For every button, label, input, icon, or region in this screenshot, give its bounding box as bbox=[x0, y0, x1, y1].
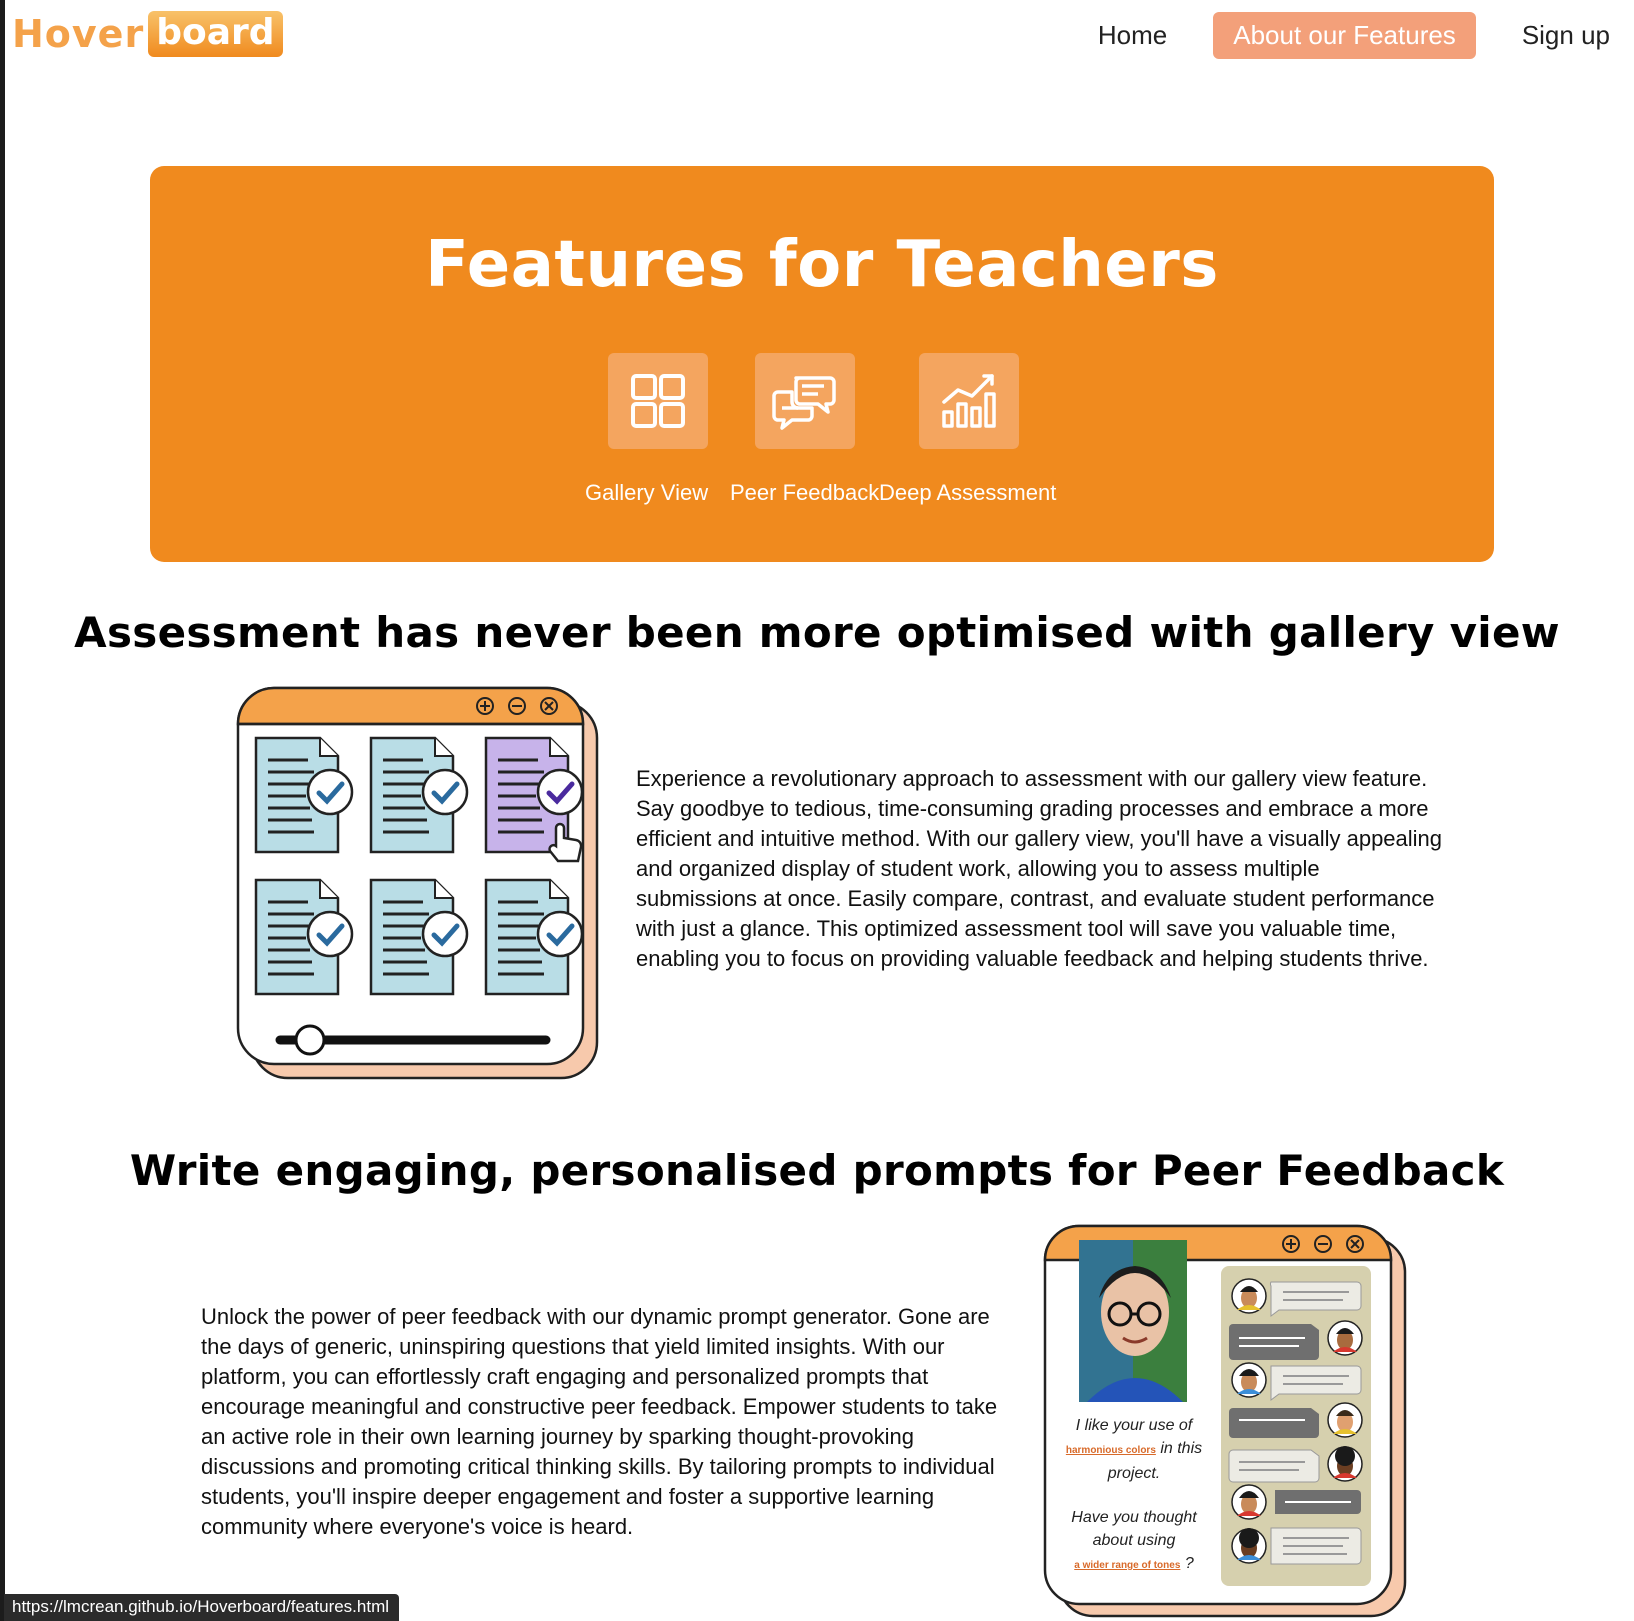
chat-bubbles-icon bbox=[772, 368, 838, 434]
deep-assessment-label[interactable]: Deep Assessment bbox=[879, 480, 1057, 505]
peer-feedback-label[interactable]: Peer Feedback bbox=[730, 480, 880, 505]
feedback-comment-1-post: in this project. bbox=[1107, 1440, 1203, 1482]
window-edge bbox=[0, 0, 5, 1621]
deep-assessment-tile[interactable] bbox=[919, 353, 1019, 449]
gallery-section-body: Experience a revolutionary approach to assessment with our gallery view feature. Say goodbye to tedious, time-consuming grading processes and embrace a more efficient and intuitive method. With our gallery view, you'll have a visually appealing and organized display of student work, allowing you to assess multiple submissions at once. Easily compare, contrast, and evaluate student performance with just a glance. This optimized assessment tool will save you valuable time, enabling you to focus on providing valuable feedback and helping students thrive. bbox=[636, 766, 1443, 971]
gallery-section-heading: Assessment has never been more optimised with gallery view bbox=[74, 608, 1560, 657]
grid-icon bbox=[625, 368, 691, 434]
bar-chart-icon bbox=[936, 368, 1002, 434]
feedback-comment-1 bbox=[1059, 1414, 1209, 1485]
peer-feedback-section-heading: Write engaging, personalised prompts for Peer Feedback bbox=[129, 1146, 1505, 1195]
feedback-comment-2-post: ? bbox=[1184, 1555, 1194, 1572]
feedback-highlight-1: harmonious colors bbox=[1065, 1445, 1156, 1456]
feedback-highlight-2: a wider range of tones bbox=[1074, 1560, 1181, 1571]
hero-banner bbox=[150, 166, 1494, 562]
gallery-view-illustration bbox=[234, 684, 604, 1082]
status-url-bar: https://lmcrean.github.io/Hoverboard/features.html bbox=[4, 1594, 399, 1621]
feedback-comment-1-pre: I like your use of bbox=[1075, 1417, 1193, 1434]
logo-text-board: board bbox=[148, 11, 282, 57]
feedback-comment-2 bbox=[1059, 1506, 1209, 1577]
gallery-view-label[interactable]: Gallery View bbox=[585, 480, 709, 505]
feedback-comment-2-pre: Have you thought about using bbox=[1071, 1509, 1197, 1549]
nav-home-link[interactable]: Home bbox=[1097, 20, 1168, 50]
hero-title: Features for Teachers bbox=[425, 228, 1219, 302]
main-nav bbox=[1098, 12, 1610, 59]
logo-text-hover: Hover bbox=[12, 12, 145, 56]
peer-feedback-section-body: Unlock the power of peer feedback with our dynamic prompt generator. Gone are the days of generic, uninspiring questions that yield limited insights. With our platform, you can effortlessly craft engaging and personalized prompts that encourage meaningful and constructive peer feedback. Empower students to take an active role in their own learning journey by sparking thought-provoking discussions and promoting critical thinking skills. By tailoring prompts to individual students, you'll inspire deeper engagement and foster a supportive learning community where everyone's voice is heard. bbox=[201, 1304, 998, 1539]
nav-features-link[interactable]: About our Features bbox=[1213, 12, 1476, 59]
peer-feedback-illustration bbox=[1043, 1224, 1409, 1620]
peer-feedback-tile[interactable] bbox=[755, 353, 855, 449]
hoverboard-logo[interactable] bbox=[12, 10, 283, 58]
nav-signup-link[interactable]: Sign up bbox=[1521, 20, 1610, 50]
gallery-view-tile[interactable] bbox=[608, 353, 708, 449]
